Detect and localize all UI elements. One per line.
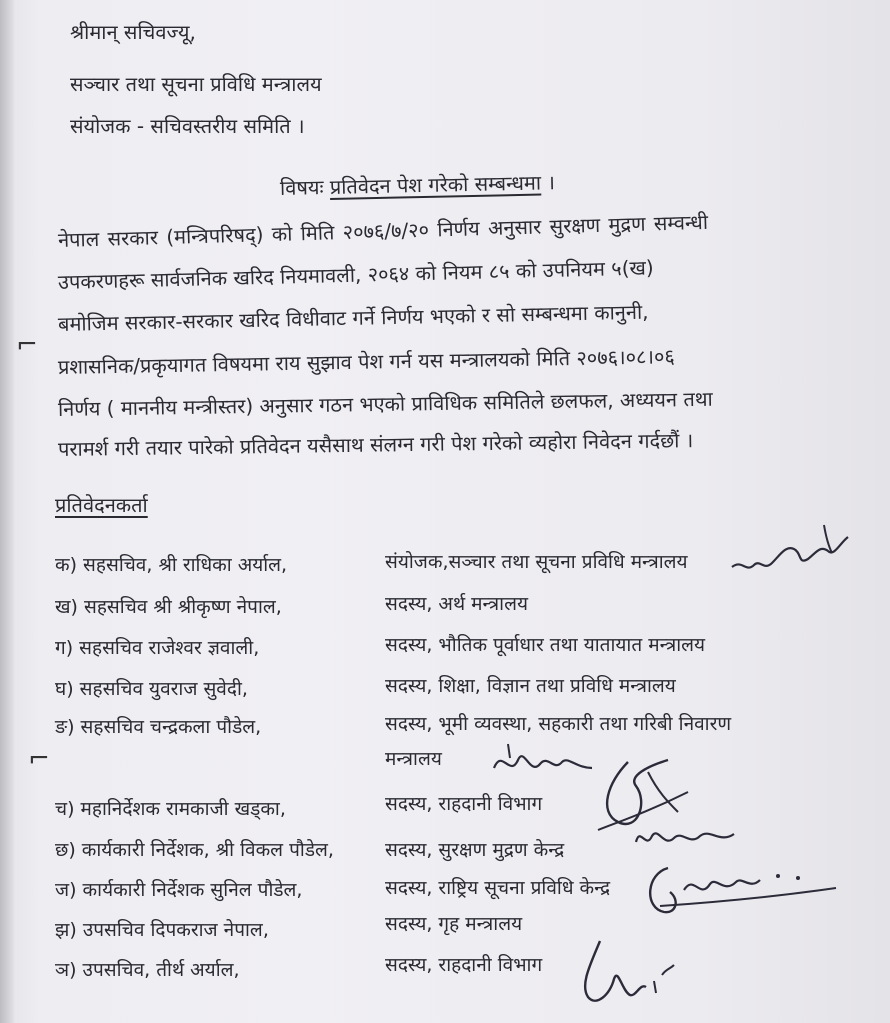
body-line-4: प्रशासनिक/प्रकृयागत विषयमा राय सुझाव पेश गर्न यस मन्त्रालयको मिति २०७६।०८।०६	[57, 344, 675, 379]
addressee-committee: संयोजक - सचिवस्तरीय समिति ।	[70, 114, 305, 138]
member-name: च) महानिर्देशक रामकाजी खड्का,	[55, 798, 286, 820]
addressee-ministry: सञ्चार तथा सूचना प्रविधि मन्त्रालय	[70, 72, 322, 96]
member-role-continued: मन्त्रालय	[385, 748, 442, 770]
member-name: घ) सहसचिव युवराज सुवेदी,	[55, 678, 248, 700]
member-role: सदस्य, शिक्षा, विज्ञान तथा प्रविधि मन्त्रालय	[385, 675, 676, 697]
member-role: सदस्य, राहदानी विभाग	[385, 793, 543, 815]
body-line-5: निर्णय ( माननीय मन्त्रीस्तर) अनुसार गठन भएको प्राविधिक समितिले छलफल, अध्ययन तथा	[57, 386, 713, 421]
member-role: सदस्य, अर्थ मन्त्रालय	[385, 593, 528, 615]
member-name: ङ) सहसचिव चन्द्रकला पौडेल,	[55, 716, 262, 738]
page-fold-shadow	[0, 0, 14, 1023]
member-name: ज) कार्यकारी निर्देशक सुनिल पौडेल,	[55, 879, 303, 901]
member-role: संयोजक,सञ्चार तथा सूचना प्रविधि मन्त्रालय	[385, 551, 688, 573]
member-role: सदस्य, भौतिक पूर्वाधार तथा यातायात मन्त्रालय	[385, 634, 706, 656]
body-line-3: बमोजिम सरकार-सरकार खरिद विधीवाट गर्ने निर्णय भएको र सो सम्बन्धमा कानुनी,	[57, 299, 649, 336]
body-line-6: परामर्श गरी तयार पारेको प्रतिवेदन यसैसाथ संलग्न गरी पेश गरेको व्यहोरा निवेदन गर्दछौं ।	[57, 428, 694, 461]
margin-mark-bottom: ⌐	[28, 744, 50, 774]
member-name: ञ) उपसचिव, तीर्थ अर्याल,	[55, 959, 240, 981]
member-name: छ) कार्यकारी निर्देशक, श्री विकल पौडेल,	[55, 839, 334, 861]
margin-mark-top: ⌐	[16, 330, 38, 360]
member-name: ख) सहसचिव श्री श्रीकृष्ण नेपाल,	[55, 596, 282, 618]
member-role: सदस्य, राष्ट्रिय सूचना प्रविधि केन्द्र	[385, 877, 611, 899]
subject-end: ।	[547, 170, 556, 195]
body-line-1: नेपाल सरकार (मन्त्रिपरिषद्) को मिति २०७६/७/२० निर्णय अनुसार सुरक्षण मुद्रण सम्वन्धी	[57, 209, 709, 252]
member-role: सदस्य, राहदानी विभाग	[385, 954, 543, 976]
member-name: क) सहसचिव, श्री राधिका अर्याल,	[55, 554, 288, 576]
subject-label: विषयः	[279, 175, 324, 200]
member-name: ग) सहसचिव राजेश्वर ज्ञवाली,	[55, 637, 260, 659]
member-role: सदस्य, गृह मन्त्रालय	[385, 913, 523, 935]
signature-2	[488, 738, 598, 788]
member-role: सदस्य, सुरक्षण मुद्रण केन्द्र	[385, 839, 565, 861]
member-role: सदस्य, भूमी व्यवस्था, सहकारी तथा गरिबी निवारण	[385, 713, 732, 735]
signature-6	[570, 935, 680, 1015]
addressee-salutation: श्रीमान् सचिवज्यू,	[70, 20, 196, 44]
body-line-2: उपकरणहरू सार्वजनिक खरिद नियमावली, २०६४ को नियम ८५ को उपनियम ५(ख)	[57, 255, 654, 294]
signature-1	[728, 515, 858, 585]
member-name: झ) उपसचिव दिपकराज नेपाल,	[55, 919, 269, 941]
reporters-heading: प्रतिवेदनकर्ता	[55, 493, 148, 517]
signature-4	[630, 820, 740, 860]
subject-line	[280, 170, 555, 200]
signature-5	[640, 860, 840, 920]
subject-text: प्रतिवेदन पेश गरेको सम्बन्धमा	[329, 170, 542, 199]
